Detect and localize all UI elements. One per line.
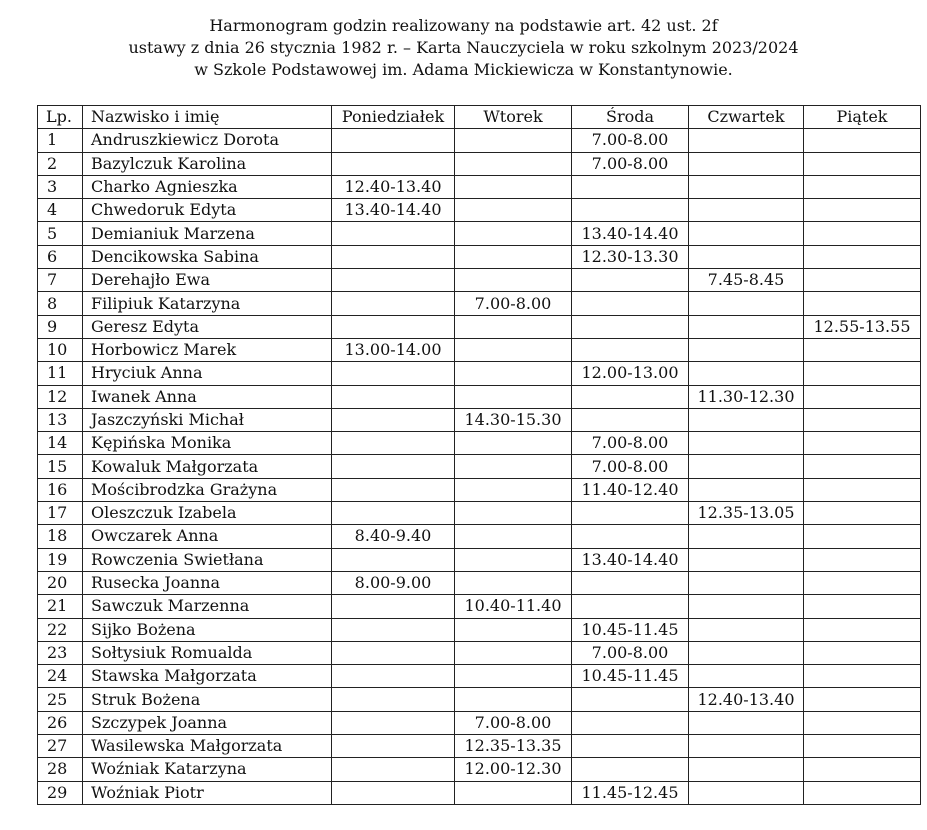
- cell-friday: [804, 432, 921, 455]
- cell-thursday: [689, 618, 804, 641]
- cell-monday: 13.00-14.00: [332, 338, 455, 361]
- cell-friday: [804, 781, 921, 804]
- cell-lp: 23: [38, 641, 83, 664]
- cell-wednesday: 12.30-13.30: [572, 245, 689, 268]
- table-row: [38, 245, 921, 268]
- cell-thursday: [689, 152, 804, 175]
- cell-monday: [332, 478, 455, 501]
- cell-tuesday: [455, 362, 572, 385]
- cell-lp: 9: [38, 315, 83, 338]
- table-row: [38, 152, 921, 175]
- cell-monday: [332, 735, 455, 758]
- cell-lp: 8: [38, 292, 83, 315]
- cell-thursday: [689, 292, 804, 315]
- cell-friday: [804, 525, 921, 548]
- cell-name: Kępińska Monika: [83, 432, 332, 455]
- cell-wednesday: 11.40-12.40: [572, 478, 689, 501]
- cell-name: Filipiuk Katarzyna: [83, 292, 332, 315]
- cell-name: Woźniak Katarzyna: [83, 758, 332, 781]
- header-wednesday: Środa: [572, 106, 689, 129]
- cell-lp: 29: [38, 781, 83, 804]
- cell-name: Jaszczyński Michał: [83, 408, 332, 431]
- cell-wednesday: 10.45-11.45: [572, 618, 689, 641]
- cell-friday: [804, 362, 921, 385]
- cell-wednesday: [572, 502, 689, 525]
- table-row: [38, 455, 921, 478]
- cell-lp: 16: [38, 478, 83, 501]
- title-line-3: w Szkole Podstawowej im. Adama Mickiewicza w Konstantynowie.: [194, 60, 733, 79]
- table-row: [38, 432, 921, 455]
- cell-tuesday: [455, 478, 572, 501]
- cell-thursday: [689, 338, 804, 361]
- cell-wednesday: 7.00-8.00: [572, 129, 689, 152]
- cell-lp: 20: [38, 571, 83, 594]
- table-row: [38, 338, 921, 361]
- cell-lp: 19: [38, 548, 83, 571]
- header-tuesday: Wtorek: [455, 106, 572, 129]
- table-row: [38, 269, 921, 292]
- cell-name: Kowaluk Małgorzata: [83, 455, 332, 478]
- table-row: [38, 781, 921, 804]
- cell-thursday: [689, 548, 804, 571]
- cell-thursday: [689, 408, 804, 431]
- cell-tuesday: [455, 618, 572, 641]
- cell-tuesday: [455, 129, 572, 152]
- cell-wednesday: 7.00-8.00: [572, 641, 689, 664]
- cell-friday: [804, 455, 921, 478]
- cell-wednesday: [572, 175, 689, 198]
- cell-monday: [332, 129, 455, 152]
- header-lp: Lp.: [38, 106, 83, 129]
- cell-monday: [332, 315, 455, 338]
- cell-lp: 24: [38, 665, 83, 688]
- table-row: [38, 385, 921, 408]
- cell-name: Geresz Edyta: [83, 315, 332, 338]
- header-name: Nazwisko i imię: [83, 106, 332, 129]
- cell-lp: 5: [38, 222, 83, 245]
- cell-monday: [332, 688, 455, 711]
- cell-name: Derehajło Ewa: [83, 269, 332, 292]
- cell-name: Struk Bożena: [83, 688, 332, 711]
- cell-tuesday: [455, 432, 572, 455]
- cell-thursday: [689, 455, 804, 478]
- cell-friday: [804, 548, 921, 571]
- cell-wednesday: 13.40-14.40: [572, 222, 689, 245]
- cell-name: Mościbrodzka Grażyna: [83, 478, 332, 501]
- cell-name: Sołtysiuk Romualda: [83, 641, 332, 664]
- cell-monday: [332, 385, 455, 408]
- table-row: [38, 175, 921, 198]
- table-row: [38, 199, 921, 222]
- cell-thursday: [689, 641, 804, 664]
- cell-lp: 10: [38, 338, 83, 361]
- title-line-1: Harmonogram godzin realizowany na podstawie art. 42 ust. 2f: [209, 16, 718, 35]
- cell-monday: [332, 781, 455, 804]
- cell-name: Hryciuk Anna: [83, 362, 332, 385]
- cell-lp: 28: [38, 758, 83, 781]
- cell-thursday: [689, 129, 804, 152]
- cell-friday: [804, 152, 921, 175]
- cell-wednesday: 7.00-8.00: [572, 152, 689, 175]
- cell-name: Rowczenia Swietłana: [83, 548, 332, 571]
- table-row: [38, 129, 921, 152]
- cell-tuesday: [455, 199, 572, 222]
- cell-name: Oleszczuk Izabela: [83, 502, 332, 525]
- title-line-2: ustawy z dnia 26 stycznia 1982 r. – Karta Nauczyciela w roku szkolnym 2023/2024: [128, 38, 799, 57]
- cell-wednesday: [572, 735, 689, 758]
- cell-lp: 27: [38, 735, 83, 758]
- cell-friday: [804, 641, 921, 664]
- cell-monday: [332, 502, 455, 525]
- cell-wednesday: 11.45-12.45: [572, 781, 689, 804]
- cell-thursday: 12.40-13.40: [689, 688, 804, 711]
- cell-name: Iwanek Anna: [83, 385, 332, 408]
- table-row: [38, 641, 921, 664]
- cell-thursday: [689, 665, 804, 688]
- cell-friday: [804, 385, 921, 408]
- cell-thursday: [689, 222, 804, 245]
- cell-friday: [804, 222, 921, 245]
- cell-lp: 26: [38, 711, 83, 734]
- cell-wednesday: [572, 315, 689, 338]
- cell-tuesday: [455, 315, 572, 338]
- table-row: [38, 502, 921, 525]
- cell-thursday: 12.35-13.05: [689, 502, 804, 525]
- cell-friday: [804, 711, 921, 734]
- cell-lp: 14: [38, 432, 83, 455]
- cell-tuesday: [455, 688, 572, 711]
- cell-tuesday: [455, 455, 572, 478]
- cell-monday: 13.40-14.40: [332, 199, 455, 222]
- cell-friday: [804, 502, 921, 525]
- cell-monday: [332, 222, 455, 245]
- cell-wednesday: 7.00-8.00: [572, 455, 689, 478]
- cell-name: Sawczuk Marzenna: [83, 595, 332, 618]
- cell-thursday: [689, 362, 804, 385]
- cell-thursday: [689, 245, 804, 268]
- cell-tuesday: [455, 152, 572, 175]
- cell-wednesday: [572, 338, 689, 361]
- cell-friday: [804, 175, 921, 198]
- cell-wednesday: [572, 758, 689, 781]
- cell-monday: [332, 269, 455, 292]
- cell-tuesday: [455, 245, 572, 268]
- table-row: [38, 595, 921, 618]
- table-row: [38, 478, 921, 501]
- table-row: [38, 548, 921, 571]
- cell-tuesday: 7.00-8.00: [455, 711, 572, 734]
- cell-tuesday: [455, 175, 572, 198]
- cell-tuesday: [455, 525, 572, 548]
- cell-wednesday: [572, 269, 689, 292]
- cell-friday: [804, 292, 921, 315]
- cell-thursday: [689, 478, 804, 501]
- cell-wednesday: [572, 292, 689, 315]
- cell-lp: 11: [38, 362, 83, 385]
- header-thursday: Czwartek: [689, 106, 804, 129]
- table-row: [38, 618, 921, 641]
- cell-lp: 18: [38, 525, 83, 548]
- cell-friday: [804, 571, 921, 594]
- cell-tuesday: 12.00-12.30: [455, 758, 572, 781]
- cell-monday: [332, 595, 455, 618]
- cell-lp: 22: [38, 618, 83, 641]
- cell-thursday: [689, 571, 804, 594]
- cell-wednesday: [572, 385, 689, 408]
- cell-thursday: [689, 595, 804, 618]
- cell-lp: 15: [38, 455, 83, 478]
- cell-name: Woźniak Piotr: [83, 781, 332, 804]
- cell-monday: 8.00-9.00: [332, 571, 455, 594]
- cell-thursday: 11.30-12.30: [689, 385, 804, 408]
- cell-name: Dencikowska Sabina: [83, 245, 332, 268]
- cell-monday: [332, 408, 455, 431]
- cell-monday: [332, 292, 455, 315]
- cell-name: Charko Agnieszka: [83, 175, 332, 198]
- cell-friday: [804, 758, 921, 781]
- table-header-row: [38, 106, 921, 129]
- cell-wednesday: [572, 408, 689, 431]
- cell-wednesday: 10.45-11.45: [572, 665, 689, 688]
- cell-name: Demianiuk Marzena: [83, 222, 332, 245]
- cell-name: Andruszkiewicz Dorota: [83, 129, 332, 152]
- cell-lp: 1: [38, 129, 83, 152]
- cell-monday: [332, 711, 455, 734]
- cell-friday: [804, 595, 921, 618]
- cell-friday: [804, 408, 921, 431]
- cell-wednesday: 7.00-8.00: [572, 432, 689, 455]
- schedule-body: [38, 129, 921, 805]
- cell-name: Sijko Bożena: [83, 618, 332, 641]
- cell-tuesday: [455, 781, 572, 804]
- cell-monday: 8.40-9.40: [332, 525, 455, 548]
- cell-lp: 12: [38, 385, 83, 408]
- cell-tuesday: [455, 641, 572, 664]
- table-row: [38, 222, 921, 245]
- cell-monday: [332, 665, 455, 688]
- table-row: [38, 735, 921, 758]
- cell-thursday: 7.45-8.45: [689, 269, 804, 292]
- cell-friday: [804, 199, 921, 222]
- cell-tuesday: 14.30-15.30: [455, 408, 572, 431]
- cell-thursday: [689, 711, 804, 734]
- cell-friday: [804, 338, 921, 361]
- cell-friday: [804, 688, 921, 711]
- cell-lp: 7: [38, 269, 83, 292]
- cell-friday: [804, 245, 921, 268]
- cell-name: Stawska Małgorzata: [83, 665, 332, 688]
- cell-thursday: [689, 432, 804, 455]
- cell-name: Bazylczuk Karolina: [83, 152, 332, 175]
- table-row: [38, 711, 921, 734]
- cell-tuesday: 10.40-11.40: [455, 595, 572, 618]
- cell-wednesday: [572, 711, 689, 734]
- cell-friday: [804, 129, 921, 152]
- cell-wednesday: [572, 571, 689, 594]
- cell-tuesday: [455, 385, 572, 408]
- header-monday: Poniedziałek: [332, 106, 455, 129]
- table-row: [38, 758, 921, 781]
- table-row: [38, 408, 921, 431]
- cell-monday: [332, 548, 455, 571]
- cell-monday: [332, 758, 455, 781]
- cell-name: Szczypek Joanna: [83, 711, 332, 734]
- table-row: [38, 571, 921, 594]
- cell-friday: [804, 618, 921, 641]
- cell-friday: [804, 269, 921, 292]
- cell-wednesday: 13.40-14.40: [572, 548, 689, 571]
- cell-lp: 25: [38, 688, 83, 711]
- cell-name: Rusecka Joanna: [83, 571, 332, 594]
- cell-lp: 6: [38, 245, 83, 268]
- cell-monday: [332, 432, 455, 455]
- cell-wednesday: [572, 688, 689, 711]
- cell-lp: 21: [38, 595, 83, 618]
- cell-tuesday: 7.00-8.00: [455, 292, 572, 315]
- cell-friday: [804, 665, 921, 688]
- cell-monday: [332, 641, 455, 664]
- cell-tuesday: [455, 222, 572, 245]
- table-row: [38, 665, 921, 688]
- cell-thursday: [689, 735, 804, 758]
- cell-thursday: [689, 758, 804, 781]
- cell-lp: 17: [38, 502, 83, 525]
- cell-tuesday: 12.35-13.35: [455, 735, 572, 758]
- cell-friday: [804, 478, 921, 501]
- cell-thursday: [689, 175, 804, 198]
- table-row: [38, 525, 921, 548]
- cell-wednesday: [572, 199, 689, 222]
- cell-tuesday: [455, 338, 572, 361]
- cell-monday: [332, 455, 455, 478]
- cell-thursday: [689, 199, 804, 222]
- cell-lp: 4: [38, 199, 83, 222]
- cell-tuesday: [455, 571, 572, 594]
- cell-wednesday: [572, 525, 689, 548]
- cell-name: Wasilewska Małgorzata: [83, 735, 332, 758]
- cell-monday: 12.40-13.40: [332, 175, 455, 198]
- cell-friday: [804, 735, 921, 758]
- table-row: [38, 688, 921, 711]
- cell-monday: [332, 152, 455, 175]
- cell-monday: [332, 362, 455, 385]
- table-row: [38, 292, 921, 315]
- cell-monday: [332, 245, 455, 268]
- cell-wednesday: [572, 595, 689, 618]
- cell-thursday: [689, 315, 804, 338]
- cell-tuesday: [455, 269, 572, 292]
- cell-lp: 3: [38, 175, 83, 198]
- cell-thursday: [689, 781, 804, 804]
- document-title: [0, 15, 927, 81]
- cell-tuesday: [455, 665, 572, 688]
- table-row: [38, 362, 921, 385]
- cell-lp: 2: [38, 152, 83, 175]
- cell-lp: 13: [38, 408, 83, 431]
- cell-name: Chwedoruk Edyta: [83, 199, 332, 222]
- table-row: [38, 315, 921, 338]
- cell-name: Owczarek Anna: [83, 525, 332, 548]
- cell-monday: [332, 618, 455, 641]
- schedule-table: [37, 105, 921, 805]
- cell-tuesday: [455, 502, 572, 525]
- cell-friday: 12.55-13.55: [804, 315, 921, 338]
- cell-thursday: [689, 525, 804, 548]
- header-friday: Piątek: [804, 106, 921, 129]
- cell-tuesday: [455, 548, 572, 571]
- cell-name: Horbowicz Marek: [83, 338, 332, 361]
- cell-wednesday: 12.00-13.00: [572, 362, 689, 385]
